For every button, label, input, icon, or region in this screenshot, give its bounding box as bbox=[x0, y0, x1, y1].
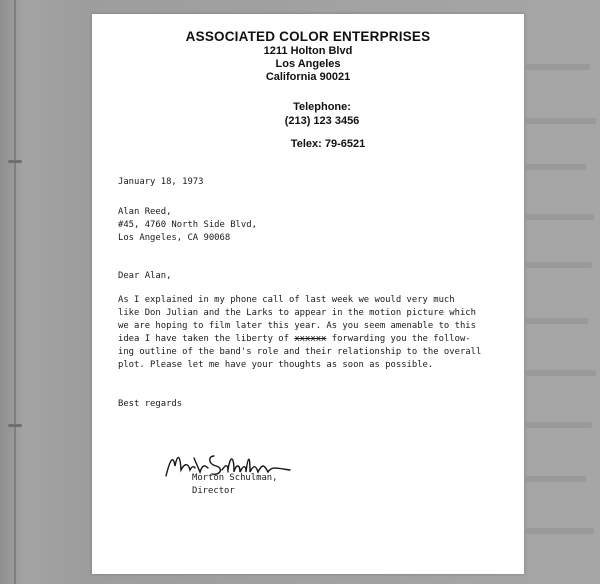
bleed-through-line bbox=[526, 262, 592, 268]
body-line: we are hoping to film later this year. As you seem amenable to this bbox=[118, 321, 476, 331]
body-text: forwarding you the follow- bbox=[326, 334, 471, 344]
body-line: plot. Please let me have your thoughts as soon as possible. bbox=[118, 360, 434, 370]
address-state: California 90021 bbox=[265, 71, 351, 83]
bleed-through-line bbox=[526, 118, 596, 124]
letter-date: January 18, 1973 bbox=[118, 177, 204, 187]
address-city: Los Angeles bbox=[275, 58, 341, 70]
bleed-through-line bbox=[526, 164, 586, 170]
company-name: ASSOCIATED COLOR ENTERPRISES bbox=[185, 29, 431, 44]
bleed-through-line bbox=[526, 64, 590, 70]
body-text: idea I have taken the liberty of bbox=[118, 334, 295, 344]
staple-bottom bbox=[8, 424, 22, 427]
address-street: 1211 Holton Blvd bbox=[263, 45, 353, 57]
telephone-label: Telephone: bbox=[293, 101, 351, 113]
bleed-through-line bbox=[526, 476, 586, 482]
body-line bbox=[118, 333, 471, 346]
bleed-through-line bbox=[526, 422, 592, 428]
bleed-through-line bbox=[526, 370, 596, 376]
bleed-through-line bbox=[526, 318, 588, 324]
signer-title: Director bbox=[192, 486, 235, 496]
recipient-address-line1: #45, 4760 North Side Blvd, bbox=[118, 220, 257, 230]
body-line: ing outline of the band's role and their relationship to the overall bbox=[118, 347, 482, 357]
struck-out-text: xxxxxx bbox=[294, 334, 327, 344]
body-line: As I explained in my phone call of last week we would very much bbox=[118, 295, 455, 305]
telephone-block bbox=[262, 100, 382, 128]
signer-name: Morton Schulman, bbox=[192, 473, 278, 483]
bleed-through-line bbox=[526, 214, 594, 220]
telex-number: Telex: 79-6521 bbox=[290, 138, 366, 150]
staple-top bbox=[8, 160, 22, 163]
closing: Best regards bbox=[118, 399, 183, 409]
recipient-address-line2: Los Angeles, CA 90068 bbox=[118, 233, 231, 243]
telephone-number: (213) 123 3456 bbox=[284, 115, 360, 127]
salutation: Dear Alan, bbox=[118, 271, 172, 281]
bleed-through-line bbox=[526, 528, 594, 534]
letterhead bbox=[92, 28, 524, 84]
recipient-name: Alan Reed, bbox=[118, 207, 172, 217]
letter-page bbox=[92, 14, 524, 574]
body-line: like Don Julian and the Larks to appear in the motion picture which bbox=[118, 308, 476, 318]
binding-edge bbox=[14, 0, 16, 584]
